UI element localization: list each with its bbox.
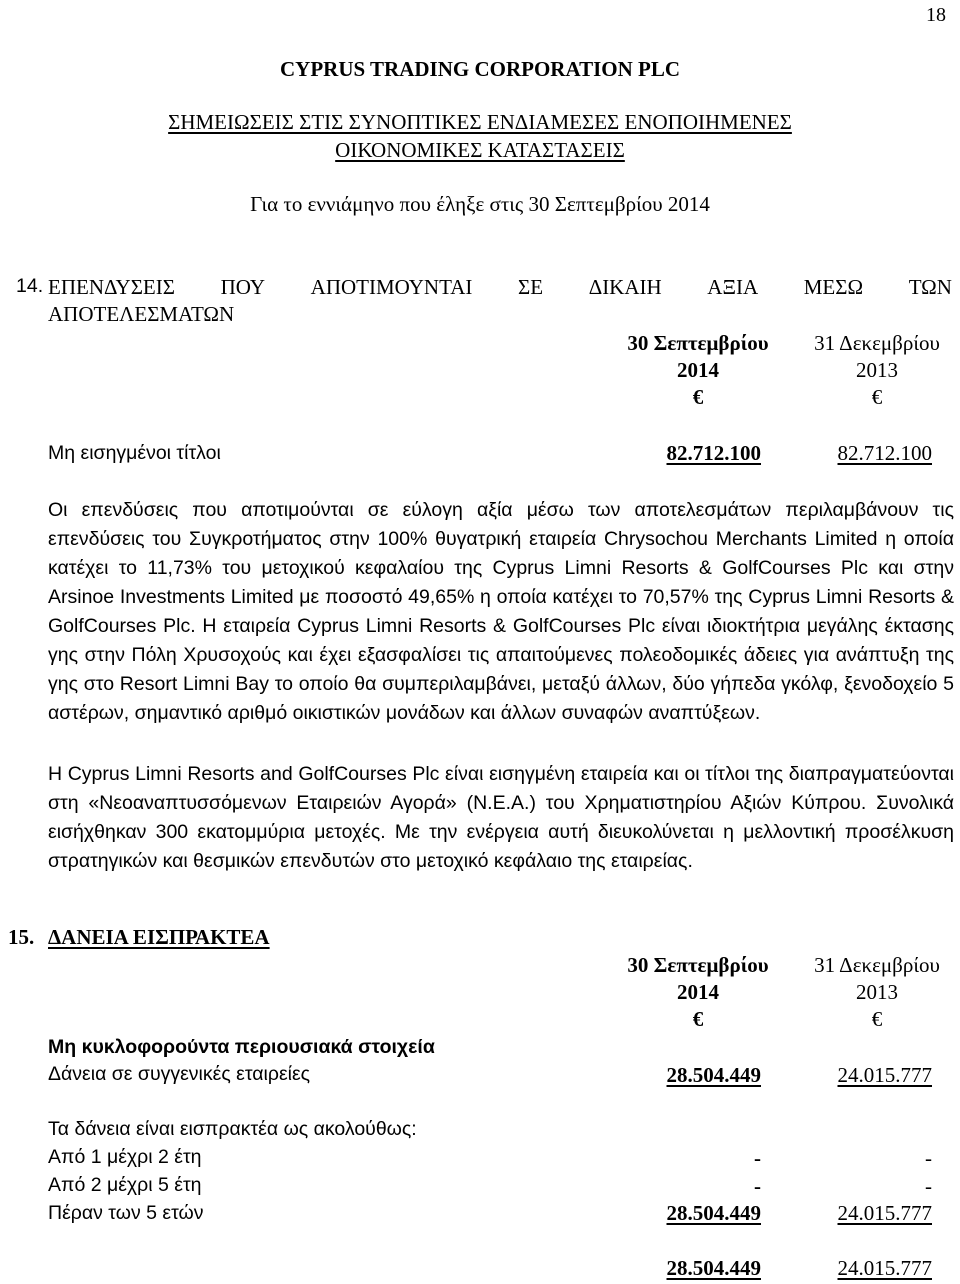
note15-heading: ΔΑΝΕΙΑ ΕΙΣΠΡΑΚΤΕΑ (48, 925, 270, 949)
note15-row-2013: - (925, 1146, 932, 1170)
note15-row-2013: - (925, 1174, 932, 1198)
note15-row-label: Από 2 μέχρι 5 έτη (48, 1174, 202, 1196)
note14-paragraph-1: Οι επενδύσεις που αποτιμούνται σε εύλογη αξία μέσω των αποτελεσμάτων περιλαμβάνουν τις επενδύσεις του Συγκροτήματος στην 100% θυγατρική εταιρεία Chrysochou Merchants Limited η οποία κατέχει το 11,73% του μετοχικού κεφαλαίου της Cyprus Limni Resorts & GolfCourses Plc και στην Arsinoe Investments Limited με ποσοστό 49,65% η οποία κατέχει το 70,57% της Cyprus Limni Resorts & GolfCourses Plc. Η εταιρεία Cyprus Limni Resorts & GolfCourses Plc είναι ιδιοκτήτρια μεγάλης έκτασης γης στην Πόλη Χρυσοχούς και έχει εξασφαλίσει τις απαιτούμενες πολεοδομικές άδειες για ανάπτυξη της γης στο Resort Limni Bay το οποίο θα συμπεριλαμβάνει, μεταξύ άλλων, δύο γήπεδα γκόλφ, ξενοδοχείο 5 αστέρων, σημαντικό αριθμό οικιστικών μονάδων και άλλων συναφών αναπτύξεων. (48, 499, 954, 724)
report-subtitle (0, 110, 960, 135)
report-period: Για το εννιάμηνο που έληξε στις 30 Σεπτεμβρίου 2014 (250, 192, 710, 216)
note15-col1-currency: € (692, 1007, 704, 1031)
page-number: 18 (926, 4, 946, 26)
note14-col2-currency: € (871, 385, 883, 409)
note14-heading-word: ΔΙΚΑΙΗ (588, 275, 662, 299)
note14-heading-word: ΣΕ (518, 275, 544, 299)
note14-heading-line1 (48, 275, 952, 300)
note15-row-label: Από 1 μέχρι 2 έτη (48, 1146, 202, 1168)
note14-heading-word: ΠΟΥ (220, 275, 266, 299)
note15-col2-date: 31 Δεκεμβρίου (814, 953, 940, 977)
note14-heading-word: ΑΠΟΤΙΜΟΥΝΤΑΙ (310, 275, 473, 299)
report-subtitle-line2: ΟΙΚΟΝΟΜΙΚΕΣ ΚΑΤΑΣΤΑΣΕΙΣ (335, 138, 625, 162)
note15-col2-currency: € (871, 1007, 883, 1031)
note14-col1-year: 2014 (677, 358, 719, 382)
note14-row-label: Μη εισηγμένοι τίτλοι (48, 442, 221, 464)
note14-col2-date: 31 Δεκεμβρίου (814, 331, 940, 355)
note14-number: 14. (16, 275, 44, 297)
note15-number: 15. (8, 925, 35, 949)
note14-heading-word: ΑΞΙΑ (707, 275, 759, 299)
note14-heading-line2: ΑΠΟΤΕΛΕΣΜΑΤΩΝ (48, 302, 235, 326)
note15-section-label: Μη κυκλοφορούντα περιουσιακά στοιχεία (48, 1036, 435, 1058)
note14-value-2014: 82.712.100 (666, 441, 761, 465)
note14-col1-date: 30 Σεπτεμβρίου (627, 331, 769, 355)
note14-heading-word: ΜΕΣΩ (803, 275, 864, 299)
note14-col2-year: 2013 (856, 358, 898, 382)
note15-col1-year: 2014 (677, 980, 719, 1004)
note15-row-2014: - (754, 1146, 761, 1170)
note14-heading-word: ΕΠΕΝΔΥΣΕΙΣ (48, 275, 175, 299)
note15-row-2013: 24.015.777 (837, 1201, 932, 1225)
note15-total-2014: 28.504.449 (666, 1256, 761, 1280)
note15-loans-2014: 28.504.449 (666, 1063, 761, 1087)
note15-row-2014: 28.504.449 (666, 1201, 761, 1225)
note15-repayment-intro: Τα δάνεια είναι εισπρακτέα ως ακολούθως: (48, 1118, 417, 1140)
company-title: CYPRUS TRADING CORPORATION PLC (280, 57, 680, 81)
report-subtitle-2 (0, 138, 960, 163)
note14-value-2013: 82.712.100 (837, 441, 932, 465)
note15-row-label: Πέραν των 5 ετών (48, 1202, 204, 1224)
note14-col1-currency: € (692, 385, 704, 409)
note15-col1-date: 30 Σεπτεμβρίου (627, 953, 769, 977)
note14-heading-word: ΤΩΝ (908, 275, 952, 299)
note15-total-2013: 24.015.777 (837, 1256, 932, 1280)
note15-row-2014: - (754, 1174, 761, 1198)
note15-loans-label: Δάνεια σε συγγενικές εταιρείες (48, 1063, 311, 1085)
note15-loans-2013: 24.015.777 (837, 1063, 932, 1087)
report-subtitle-line1: ΣΗΜΕΙΩΣΕΙΣ ΣΤΙΣ ΣΥΝΟΠΤΙΚΕΣ ΕΝΔΙΑΜΕΣΕΣ ΕΝΟΠΟΙΗΜΕΝΕΣ (168, 110, 792, 134)
note14-paragraph-2: Η Cyprus Limni Resorts and GolfCourses Plc είναι εισηγμένη εταιρεία και οι τίτλοι της διαπραγματεύονται στη «Νεοαναπτυσσόμενων Εταιρειών Αγορά» (Ν.Ε.Α.) του Χρηματιστηρίου Αξιών Κύπρου. Συνολικά εισήχθηκαν 300 εκατομμύρια μετοχές. Με την ενέργεια αυτή διευκολύνεται η μελλοντική προσέλκυση στρατηγικών και θεσμικών επενδυτών στο μετοχικό κεφάλαιο της εταιρείας. (48, 763, 954, 872)
note15-col2-year: 2013 (856, 980, 898, 1004)
